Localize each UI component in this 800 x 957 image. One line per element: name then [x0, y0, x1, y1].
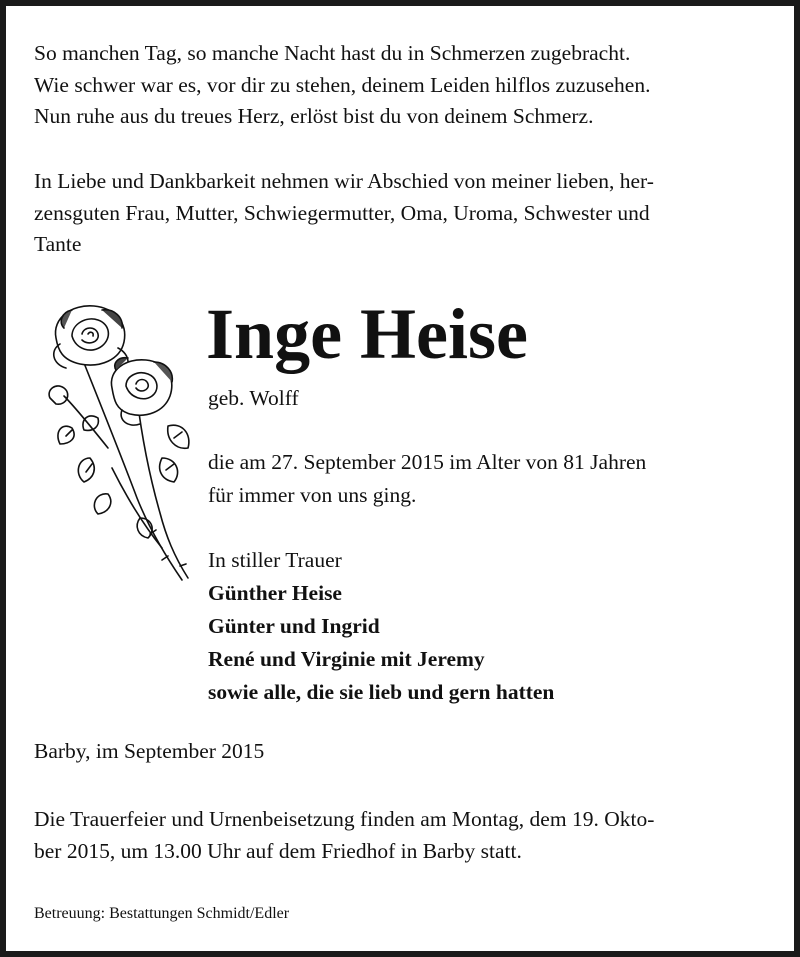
rose-icon [42, 298, 202, 590]
funeral-line: Die Trauerfeier und Urnenbeisetzung finden am Montag, dem 19. Okto- [34, 807, 655, 831]
mourner-name: Günther Heise [208, 581, 342, 605]
memorial-poem [34, 38, 784, 133]
mourner-name: Günter und Ingrid [208, 614, 380, 638]
death-line: für immer von uns ging. [208, 483, 417, 507]
funeral-info [34, 803, 784, 867]
deceased-name: Inge Heise [206, 294, 528, 374]
mourners-heading: In stiller Trauer [208, 548, 342, 572]
farewell-intro [34, 166, 784, 261]
intro-line: In Liebe und Dankbarkeit nehmen wir Abschied von meiner lieben, her- [34, 169, 654, 193]
intro-line: zensguten Frau, Mutter, Schwiegermutter, Oma, Uroma, Schwester und [34, 200, 650, 225]
death-line: die am 27. September 2015 im Alter von 81 Jahren [208, 450, 647, 474]
birth-name: geb. Wolff [208, 386, 299, 410]
mourner-name: sowie alle, die sie lieb und gern hatten [208, 680, 555, 704]
funeral-line: ber 2015, um 13.00 Uhr auf dem Friedhof in Barby statt. [34, 839, 522, 863]
poem-line: Nun ruhe aus du treues Herz, erlöst bist du von deinem Schmerz. [34, 104, 594, 128]
mourner-name: René und Virginie mit Jeremy [208, 647, 485, 671]
poem-line: So manchen Tag, so manche Nacht hast du in Schmerzen zugebracht. [34, 41, 631, 65]
mourners-list [208, 544, 768, 709]
place-date: Barby, im September 2015 [34, 739, 265, 763]
intro-line: Tante [34, 232, 82, 256]
death-notice [208, 446, 768, 512]
funeral-home-credit: Betreuung: Bestattungen Schmidt/Edler [34, 905, 290, 922]
poem-line: Wie schwer war es, vor dir zu stehen, deinem Leiden hilflos zuzusehen. [34, 72, 651, 97]
